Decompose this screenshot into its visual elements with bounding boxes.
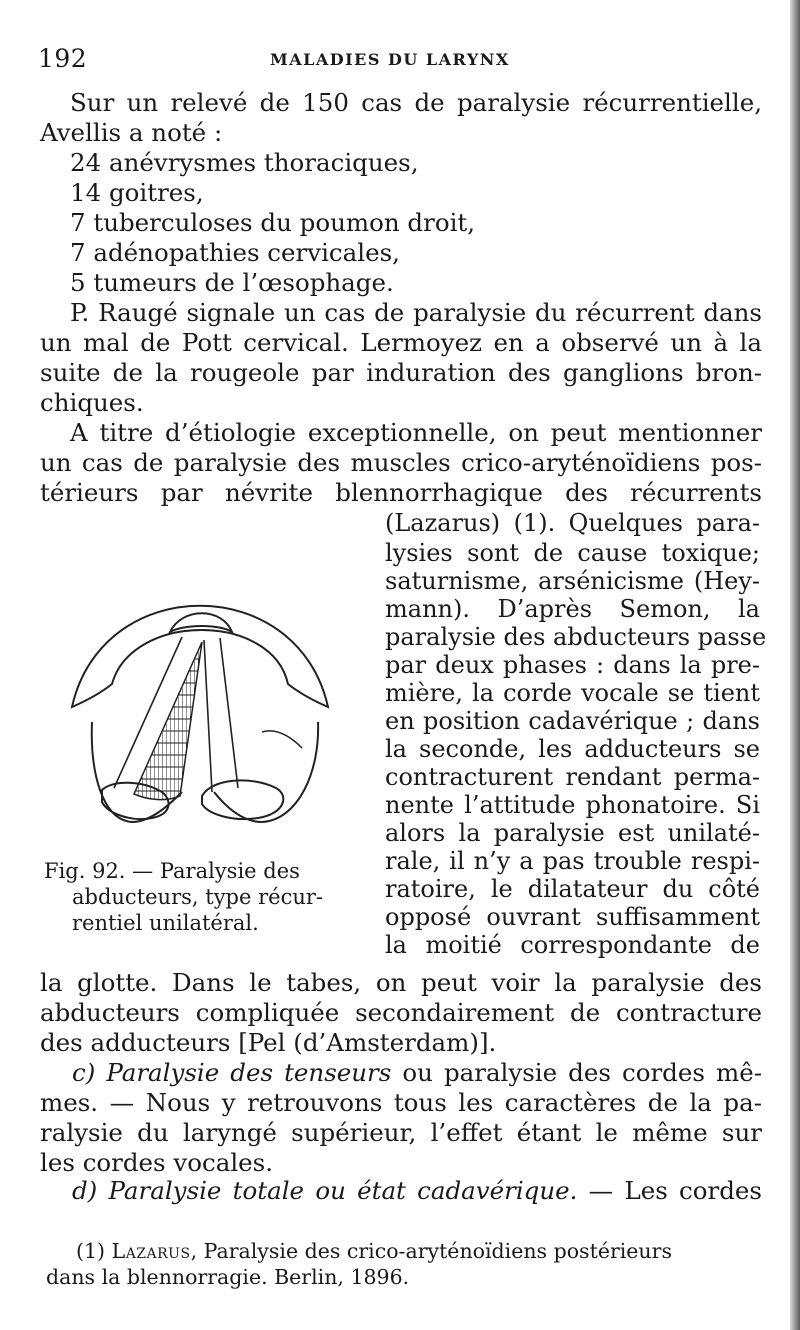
footnote-author: Lazarus bbox=[111, 1239, 191, 1263]
list-item: 24 anévrysmes thoraciques, bbox=[70, 148, 419, 177]
column-line: la moitié correspondante de bbox=[385, 931, 760, 959]
footnote-marker: (1) bbox=[76, 1239, 106, 1263]
column-line: nente l’attitude phonatoire. Si bbox=[385, 791, 760, 819]
column-line: paralysie des abducteurs passe bbox=[385, 623, 767, 651]
body-line: la glotte. Dans le tabes, on peut voir la paralysie des bbox=[40, 968, 762, 997]
figure-caption: rentiel unilatéral. bbox=[72, 911, 259, 935]
column-line: (Lazarus) (1). Quelques para- bbox=[385, 509, 760, 537]
column-line: ratoire, le dilatateur du côté bbox=[385, 875, 760, 903]
list-item: 5 tumeurs de l’œsophage. bbox=[70, 268, 394, 297]
body-line: chiques. bbox=[40, 388, 144, 417]
body-line: Avellis a noté : bbox=[40, 118, 223, 147]
figure-caption: Fig. 92. — Paralysie des bbox=[44, 859, 300, 883]
column-line: alors la paralysie est unilaté- bbox=[385, 819, 760, 847]
body-line: ralysie du laryngé supérieur, l’effet étant le même sur bbox=[40, 1118, 762, 1147]
column-line: opposé ouvrant suffisamment bbox=[385, 903, 760, 931]
section-d-heading bbox=[72, 1176, 762, 1206]
column-line: lysies sont de cause toxique; bbox=[385, 539, 760, 567]
running-head: MALADIES DU LARYNX bbox=[270, 50, 510, 69]
figure-caption: abducteurs, type récur- bbox=[72, 885, 323, 909]
body-line: les cordes vocales. bbox=[40, 1148, 274, 1177]
section-d-rest: — Les cordes bbox=[577, 1176, 762, 1205]
column-line: en position cadavérique ; dans bbox=[385, 707, 760, 735]
list-item: 7 adénopathies cervicales, bbox=[70, 238, 400, 267]
section-c-label: c) bbox=[72, 1058, 96, 1087]
section-c-heading bbox=[72, 1058, 762, 1088]
footnote-line: dans la blennorragie. Berlin, 1896. bbox=[46, 1265, 410, 1289]
body-line: abducteurs compliquée secondairement de contracture bbox=[40, 998, 762, 1027]
section-c-title: Paralysie des tenseurs bbox=[106, 1058, 392, 1087]
section-d-title: Paralysie totale ou état cadavérique. bbox=[108, 1176, 578, 1205]
body-line: Sur un relevé de 150 cas de paralysie récurrentielle, bbox=[70, 88, 762, 117]
page-edge-shadow bbox=[790, 0, 800, 1330]
column-line: rale, il n’y a pas trouble respi- bbox=[385, 847, 760, 875]
page-header bbox=[38, 44, 758, 80]
body-line: térieurs par névrite blennorrhagique des récurrents bbox=[40, 478, 762, 507]
body-line: un mal de Pott cervical. Lermoyez en a observé un à la bbox=[40, 328, 762, 357]
section-d-label: d) bbox=[72, 1176, 98, 1205]
column-line: par deux phases : dans la pre- bbox=[385, 651, 760, 679]
column-line: mann). D’après Semon, la bbox=[385, 595, 760, 623]
body-line: un cas de paralysie des muscles crico-aryténoïdiens pos- bbox=[40, 448, 762, 477]
column-line: la seconde, les adducteurs se bbox=[385, 735, 760, 763]
body-line: P. Raugé signale un cas de paralysie du récurrent dans bbox=[70, 298, 762, 327]
column-line: mière, la corde vocale se tient bbox=[385, 679, 760, 707]
footnote bbox=[76, 1238, 766, 1264]
larynx-illustration-icon bbox=[62, 552, 338, 842]
body-line: suite de la rougeole par induration des ganglions bron- bbox=[40, 358, 762, 387]
column-line: saturnisme, arsénicisme (Hey- bbox=[385, 567, 760, 595]
body-line: des adducteurs [Pel (d’Amsterdam)]. bbox=[40, 1028, 497, 1057]
body-line: A titre d’étiologie exceptionnelle, on peut mentionner bbox=[70, 418, 762, 447]
list-item: 7 tuberculoses du poumon droit, bbox=[70, 208, 476, 237]
section-c-rest: ou paralysie des cordes mê- bbox=[391, 1058, 762, 1087]
list-item: 14 goitres, bbox=[70, 178, 204, 207]
larynx-figure bbox=[62, 552, 338, 842]
page-number: 192 bbox=[38, 44, 88, 73]
column-line: contracturent rendant perma- bbox=[385, 763, 760, 791]
body-line: mes. — Nous y retrouvons tous les caractères de la pa- bbox=[40, 1088, 762, 1117]
footnote-text: , Paralysie des crico-aryténoïdiens postérieurs bbox=[190, 1239, 672, 1263]
